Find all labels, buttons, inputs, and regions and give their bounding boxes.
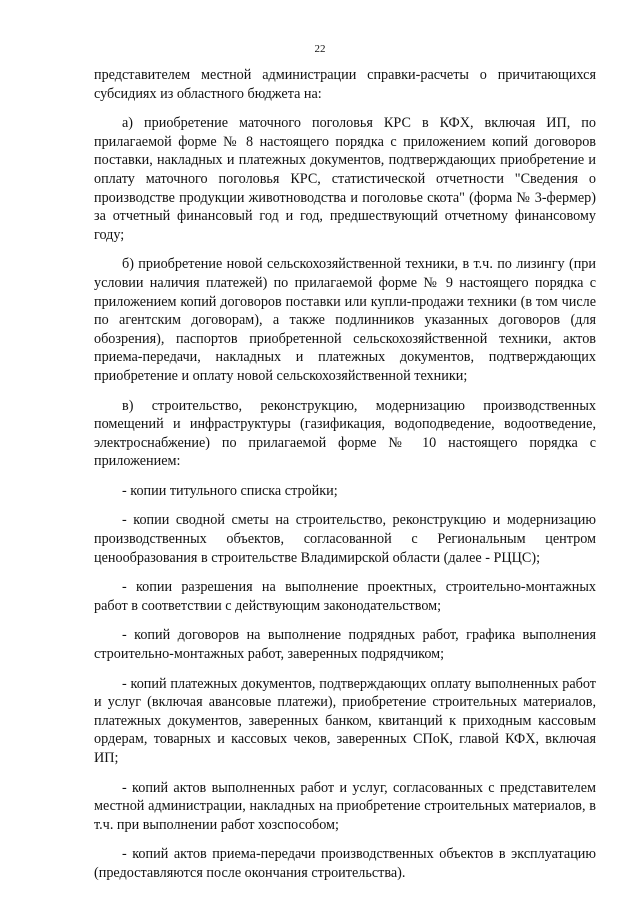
list-item-permit: - копии разрешения на выполнение проектных, строительно-монтажных работ в соответствии с действующим законодательством; <box>94 579 596 614</box>
page-number: 22 <box>314 43 326 55</box>
list-item-payments: - копий платежных документов, подтверждающих оплату выполненных работ и услуг (включая авансовые платежи), приобретение строительных материалов, платежных документов, заверенных банком, квитанций к приходным кассовым ордерам, товарных и кассовых чеков, заверенных СПоК, главой КФХ, включая ИП; <box>94 675 596 766</box>
list-item-estimate: - копии сводной сметы на строительство, реконструкцию и модернизацию производственных объектов, согласованной с Региональным центром ценообразования в строительстве Владимирской области (далее - РЦЦС); <box>94 512 596 566</box>
paragraph-item-v: в) строительство, реконструкцию, модернизацию производственных помещений и инфраструктуры (газификация, водоподведение, водоотведение, электроснабжение) по прилагаемой форме № 10 настоящего порядка с приложением: <box>94 397 596 470</box>
document-body <box>94 66 596 894</box>
list-item-contracts: - копий договоров на выполнение подрядных работ, графика выполнения строительно-монтажных работ, заверенных подрядчиком; <box>94 627 596 663</box>
paragraph-intro: представителем местной администрации справки-расчеты о причитающихся субсидиях из областного бюджета на: <box>94 67 596 102</box>
list-item-acts: - копий актов выполненных работ и услуг, согласованных с представителем местной администрации, накладных на приобретение строительных материалов, в т.ч. при выполнении работ хозспособом; <box>94 779 596 833</box>
paragraph-item-a: а) приобретение маточного поголовья КРС в КФХ, включая ИП, по прилагаемой форме № 8 настоящего порядка с приложением копий договоров поставки, накладных и платежных документов, подтверждающих приобретение и оплату маточного поголовья КРС, статистической отчетности "Сведения о производстве продукции животноводства и поголовье скота" (форма № 3-фермер) за отчетный финансовый год и год, предшествующий отчетному финансовому году; <box>94 115 596 243</box>
list-item-title-list: - копии титульного списка стройки; <box>122 482 338 499</box>
list-item-handover: - копий актов приема-передачи производственных объектов в эксплуатацию (предоставляются после окончания строительства). <box>94 846 596 881</box>
paragraph-item-b: б) приобретение новой сельскохозяйственной техники, в т.ч. по лизингу (при условии наличия платежей) по прилагаемой форме № 9 настоящего порядка с приложением копий договоров поставки или купли-продажи техники (в том числе по агентским договорам), а также подлинников указанных договоров (для обозрения), паспортов приобретенной сельскохозяйственной техники, актов приема-передачи, накладных и платежных документов, подтверждающих приобретение и оплату новой сельскохозяйственной техники; <box>94 256 596 384</box>
